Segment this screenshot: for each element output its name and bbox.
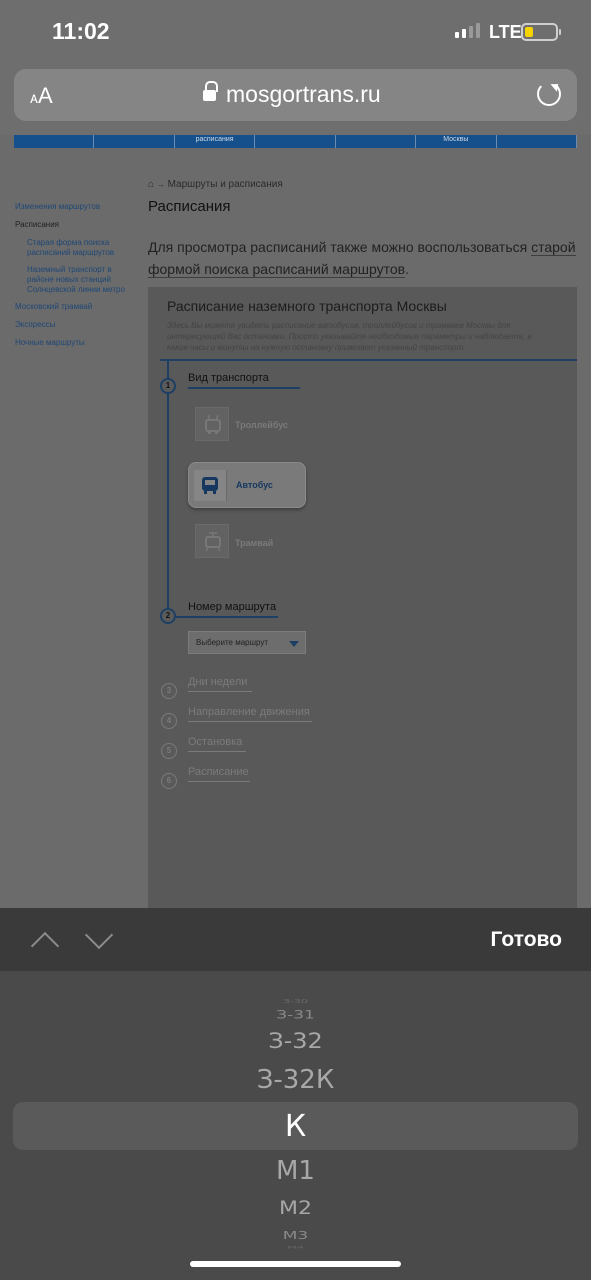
top-nav-item[interactable] [94,135,174,148]
step-label-5: Остановка [188,736,246,752]
widget-description: Здесь Вы можете увидеть расписание автобусов, троллейбусов и трамваев Москвы для интересующей Вас остановки. Просто указывайте необходимые параметры и наблюдаете, в какие часы и минуты на нужную остановку привезает указанный транспорт. [167,321,532,352]
widget-title: Расписание наземного транспорта Москвы [167,298,447,314]
picker-toolbar [0,908,591,971]
divider [160,359,577,361]
picker-option[interactable]: З-32К [256,1065,335,1095]
bus-label: Автобус [236,480,273,490]
bus-icon [194,470,227,501]
step-number-1: 1 [160,378,176,394]
sidebar-item[interactable]: Ночные маршруты [15,338,85,347]
picker-option[interactable]: З-31 [276,1008,315,1022]
picker-option[interactable]: М1 [276,1156,315,1186]
step-number-5: 5 [161,743,177,759]
top-nav-item[interactable] [336,135,416,148]
url-text[interactable]: mosgortrans.ru [226,81,381,107]
tram-option-icon[interactable] [195,524,229,558]
reload-icon[interactable] [537,82,561,106]
web-page [0,135,591,908]
tram-icon [204,532,222,552]
step-line [167,359,169,619]
route-select[interactable] [188,631,306,654]
bus-option-button[interactable] [188,462,306,508]
step-label-1: Вид транспорта [188,372,300,389]
intro-before: Для просмотра расписаний также можно воспользоваться [148,239,532,255]
picker-option[interactable]: М3 [282,1230,309,1242]
status-time: 11:02 [52,18,110,44]
previous-field-icon[interactable] [31,932,59,960]
step-number-3: 3 [161,683,177,699]
top-nav-item[interactable] [255,135,335,148]
picker-option-selected[interactable]: К [284,1109,307,1144]
top-nav-item[interactable]: расписания [175,135,255,148]
route-select-value: Выберите маршрут [196,638,269,647]
top-nav-item[interactable] [14,135,94,148]
home-indicator[interactable] [190,1261,401,1267]
picker-option[interactable]: З-32 [268,1028,323,1054]
step-number-2: 2 [160,608,176,624]
url-bar[interactable] [14,69,577,121]
trolleybus-option-icon[interactable] [195,407,229,441]
sidebar-item[interactable]: Экспрессы [15,320,56,329]
breadcrumb-separator: → [156,180,165,189]
sidebar-item[interactable]: Изменения маршрутов [15,202,101,211]
picker-option[interactable]: З-30 [282,998,309,1005]
signal-icon [455,23,480,38]
step-label-3: Дни недели [188,676,252,692]
sidebar-item[interactable]: Наземный транспорт в районе новых станций Солнцевской линии метро [27,265,125,294]
picker-option[interactable]: М4 [287,1245,304,1250]
step-label-4: Направление движения [188,706,312,722]
sidebar-item[interactable]: Расписания [15,220,59,229]
top-nav-item[interactable] [497,135,577,148]
battery-icon [521,23,558,41]
sidebar-item[interactable]: Московский трамвай [15,302,93,311]
old-form-link[interactable]: старой формой поиска расписаний маршрутов [148,239,576,277]
sidebar [15,202,135,356]
page-title: Расписания [148,198,231,215]
site-top-nav [14,135,577,148]
step-number-6: 6 [161,773,177,789]
trolleybus-icon [204,415,222,435]
breadcrumb-current[interactable]: Маршруты и расписания [167,179,283,190]
tram-label[interactable]: Трамвай [235,538,274,548]
picker-option[interactable]: М2 [279,1197,312,1220]
schedule-widget [148,287,577,908]
intro-after: . [405,261,409,277]
chevron-down-icon [289,641,299,647]
route-picker-wheel[interactable] [0,971,591,1280]
step-number-4: 4 [161,713,177,729]
browser-chrome [0,0,591,135]
trolleybus-label[interactable]: Троллейбус [235,420,289,430]
breadcrumb [148,179,283,190]
done-button[interactable]: Готово [490,928,562,951]
step-label-2: Номер маршрута [188,601,278,618]
network-label: LTE [489,22,522,42]
sidebar-item[interactable]: Старая форма поиска расписаний маршрутов [27,238,115,257]
intro-text [148,236,578,280]
text-size-button[interactable]: ᴀA [30,83,53,108]
step-label-6: Расписание [188,766,250,782]
lock-icon [203,87,216,102]
next-field-icon[interactable] [85,921,113,949]
home-icon[interactable]: ⌂ [148,179,155,190]
top-nav-item[interactable]: Москвы [416,135,496,148]
